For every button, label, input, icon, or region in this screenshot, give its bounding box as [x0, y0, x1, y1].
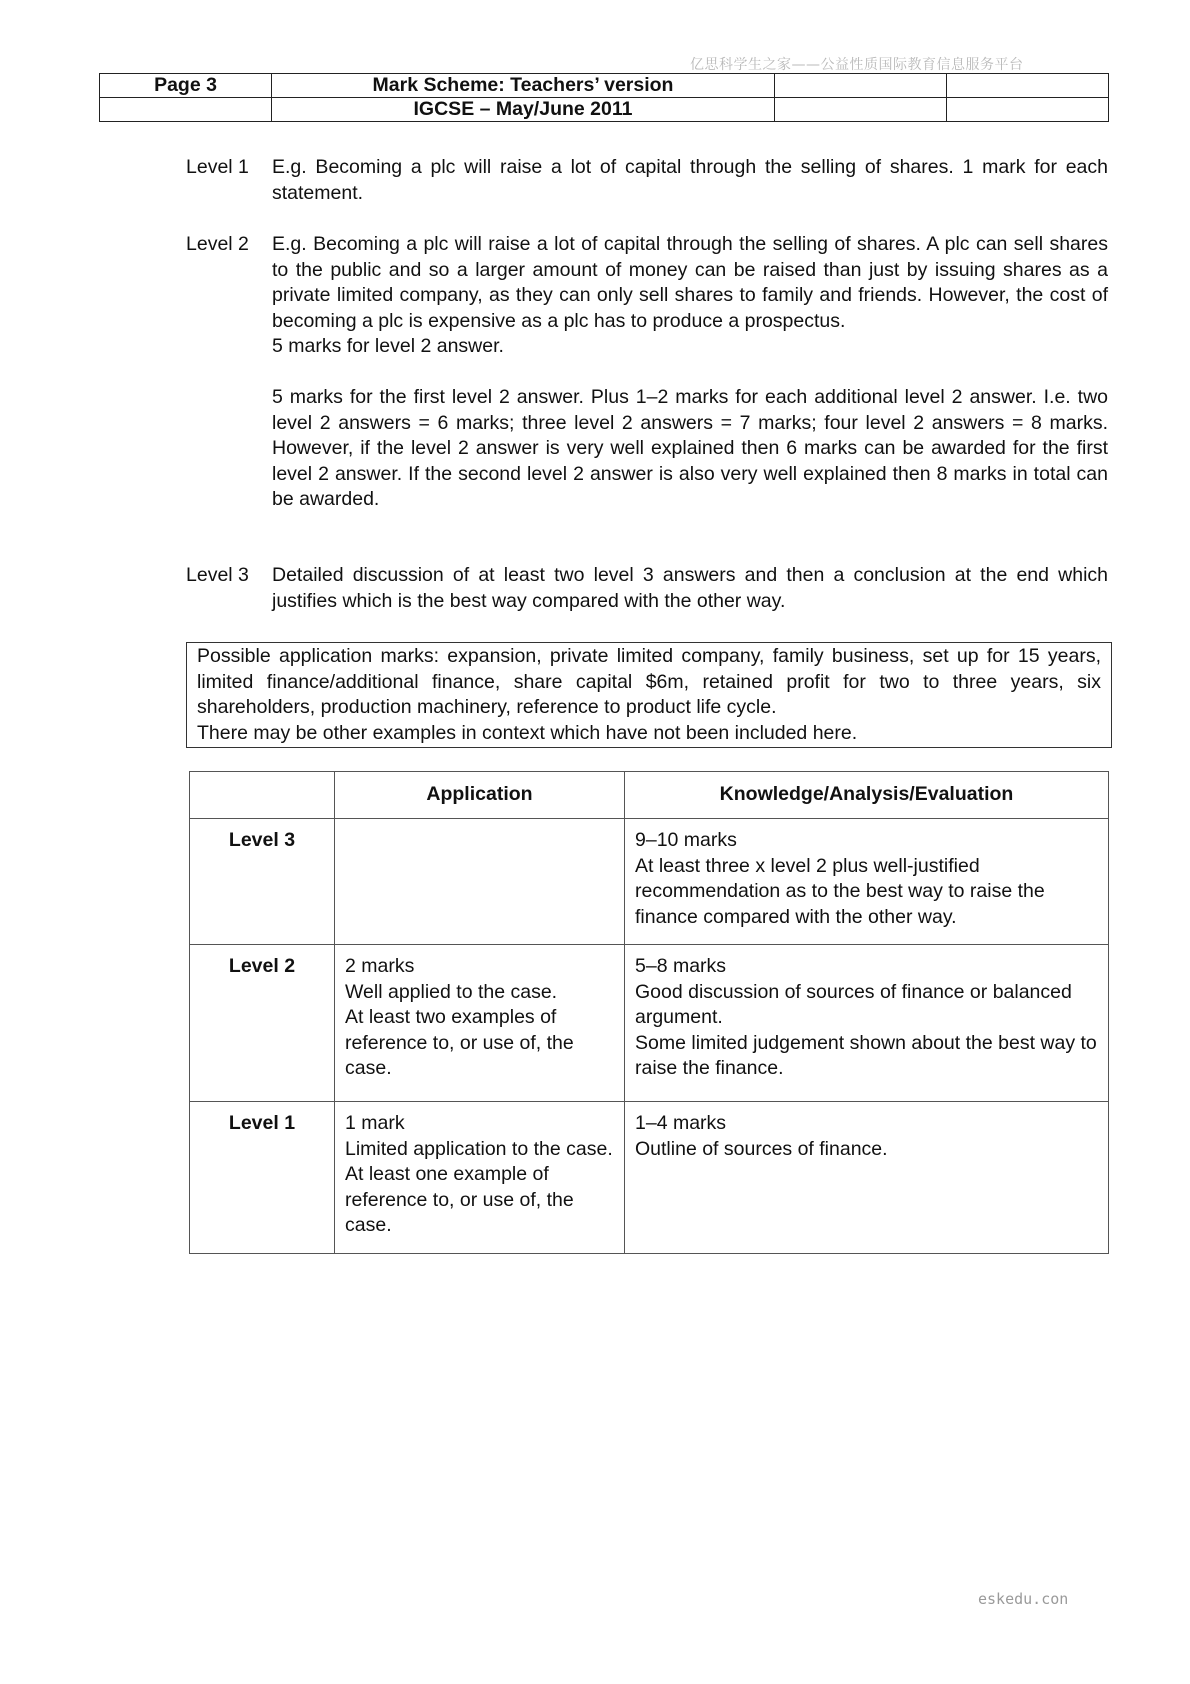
- level-body: [272, 563, 1108, 614]
- column-header: [190, 772, 335, 819]
- level-paragraph: Detailed discussion of at least two level 3 answers and then a conclusion at the end which justifies which is the best way compared with the other way.: [272, 564, 1108, 612]
- level-1-block: [186, 155, 1108, 206]
- application-marks-note: There may be other examples in context which have not been included here.: [197, 721, 858, 744]
- level-2-block: [186, 232, 1108, 513]
- application-marks-box: [186, 642, 1112, 748]
- table-row: [190, 1102, 1109, 1254]
- cell-line: Some limited judgement shown about the best way to raise the finance.: [635, 1031, 1097, 1079]
- application-marks-text: Possible application marks: expansion, private limited company, family business, set up for 15 years, limited finance/additional finance, share capital $6m, retained profit for two to three years, six shareholders, production machinery, reference to product life cycle.: [197, 645, 1101, 718]
- cell-line: 2 marks: [345, 955, 415, 977]
- header-empty-cell: [100, 98, 272, 122]
- table-row: [190, 945, 1109, 1102]
- level-body: [272, 232, 1108, 513]
- kae-cell: [625, 1102, 1109, 1254]
- level-paragraph: E.g. Becoming a plc will raise a lot of capital through the selling of shares. A plc can sell shares to the public and so a larger amount of money can be raised than just by issuing shares as a private limited company, as they can only sell shares to family and friends. However, the cost of becoming a plc is expensive as a plc has to produce a prospectus.: [272, 233, 1108, 332]
- document-subtitle: IGCSE – May/June 2011: [272, 98, 775, 122]
- cell-line: Well applied to the case.: [345, 980, 558, 1003]
- page-header-table: [99, 73, 1109, 122]
- cell-line: Outline of sources of finance.: [635, 1137, 888, 1160]
- level-label: Level 2: [186, 233, 249, 255]
- header-empty-cell: [775, 74, 947, 98]
- kae-cell: [625, 819, 1109, 945]
- level-3-block: [186, 563, 1108, 614]
- level-paragraph: 5 marks for level 2 answer.: [272, 335, 504, 357]
- level-cell: Level 2: [190, 945, 335, 1102]
- cell-line: At least three x level 2 plus well-justified recommendation as to the best way to raise the finance compared with the other way.: [635, 854, 1045, 928]
- level-label: Level 3: [186, 564, 249, 586]
- cell-line: Limited application to the case. At least one example of reference to, or use of, the case.: [345, 1137, 613, 1236]
- header-empty-cell: [775, 98, 947, 122]
- level-paragraph: E.g. Becoming a plc will raise a lot of capital through the selling of shares. 1 mark for each statement.: [272, 156, 1108, 204]
- watermark-top: 亿思科学生之家——公益性质国际教育信息服务平台: [690, 57, 1024, 73]
- application-cell: [335, 819, 625, 945]
- cell-line: Good discussion of sources of finance or balanced argument.: [635, 980, 1072, 1028]
- level-cell: Level 1: [190, 1102, 335, 1254]
- watermark-bottom: eskedu.con: [978, 1590, 1069, 1608]
- application-cell: [335, 1102, 625, 1254]
- level-label: Level 1: [186, 156, 249, 178]
- document-title: Mark Scheme: Teachers’ version: [272, 74, 775, 98]
- application-cell: [335, 945, 625, 1102]
- cell-line: 5–8 marks: [635, 955, 727, 977]
- table-row: [190, 819, 1109, 945]
- cell-line: 1 mark: [345, 1112, 405, 1134]
- page-number: Page 3: [100, 74, 272, 98]
- kae-cell: [625, 945, 1109, 1102]
- marks-table-header-row: [190, 772, 1109, 819]
- cell-line: 9–10 marks: [635, 829, 737, 851]
- cell-line: 1–4 marks: [635, 1112, 727, 1134]
- marks-table: [189, 771, 1109, 1254]
- level-cell: Level 3: [190, 819, 335, 945]
- column-header: Knowledge/Analysis/Evaluation: [625, 772, 1109, 819]
- cell-line: At least two examples of reference to, or use of, the case.: [345, 1006, 574, 1079]
- column-header: Application: [335, 772, 625, 819]
- header-empty-cell: [947, 98, 1109, 122]
- level-paragraph: 5 marks for the first level 2 answer. Plus 1–2 marks for each additional level 2 answer. I.e. two level 2 answers = 6 marks; three level 2 answers = 7 marks; four level 2 answers = 8 marks. However, if the level 2 answer is very well explained then 6 marks can be awarded for the first level 2 answer. If the second level 2 answer is also very well explained then 8 marks in total can be awarded.: [272, 386, 1108, 510]
- level-body: [272, 155, 1108, 206]
- header-empty-cell: [947, 74, 1109, 98]
